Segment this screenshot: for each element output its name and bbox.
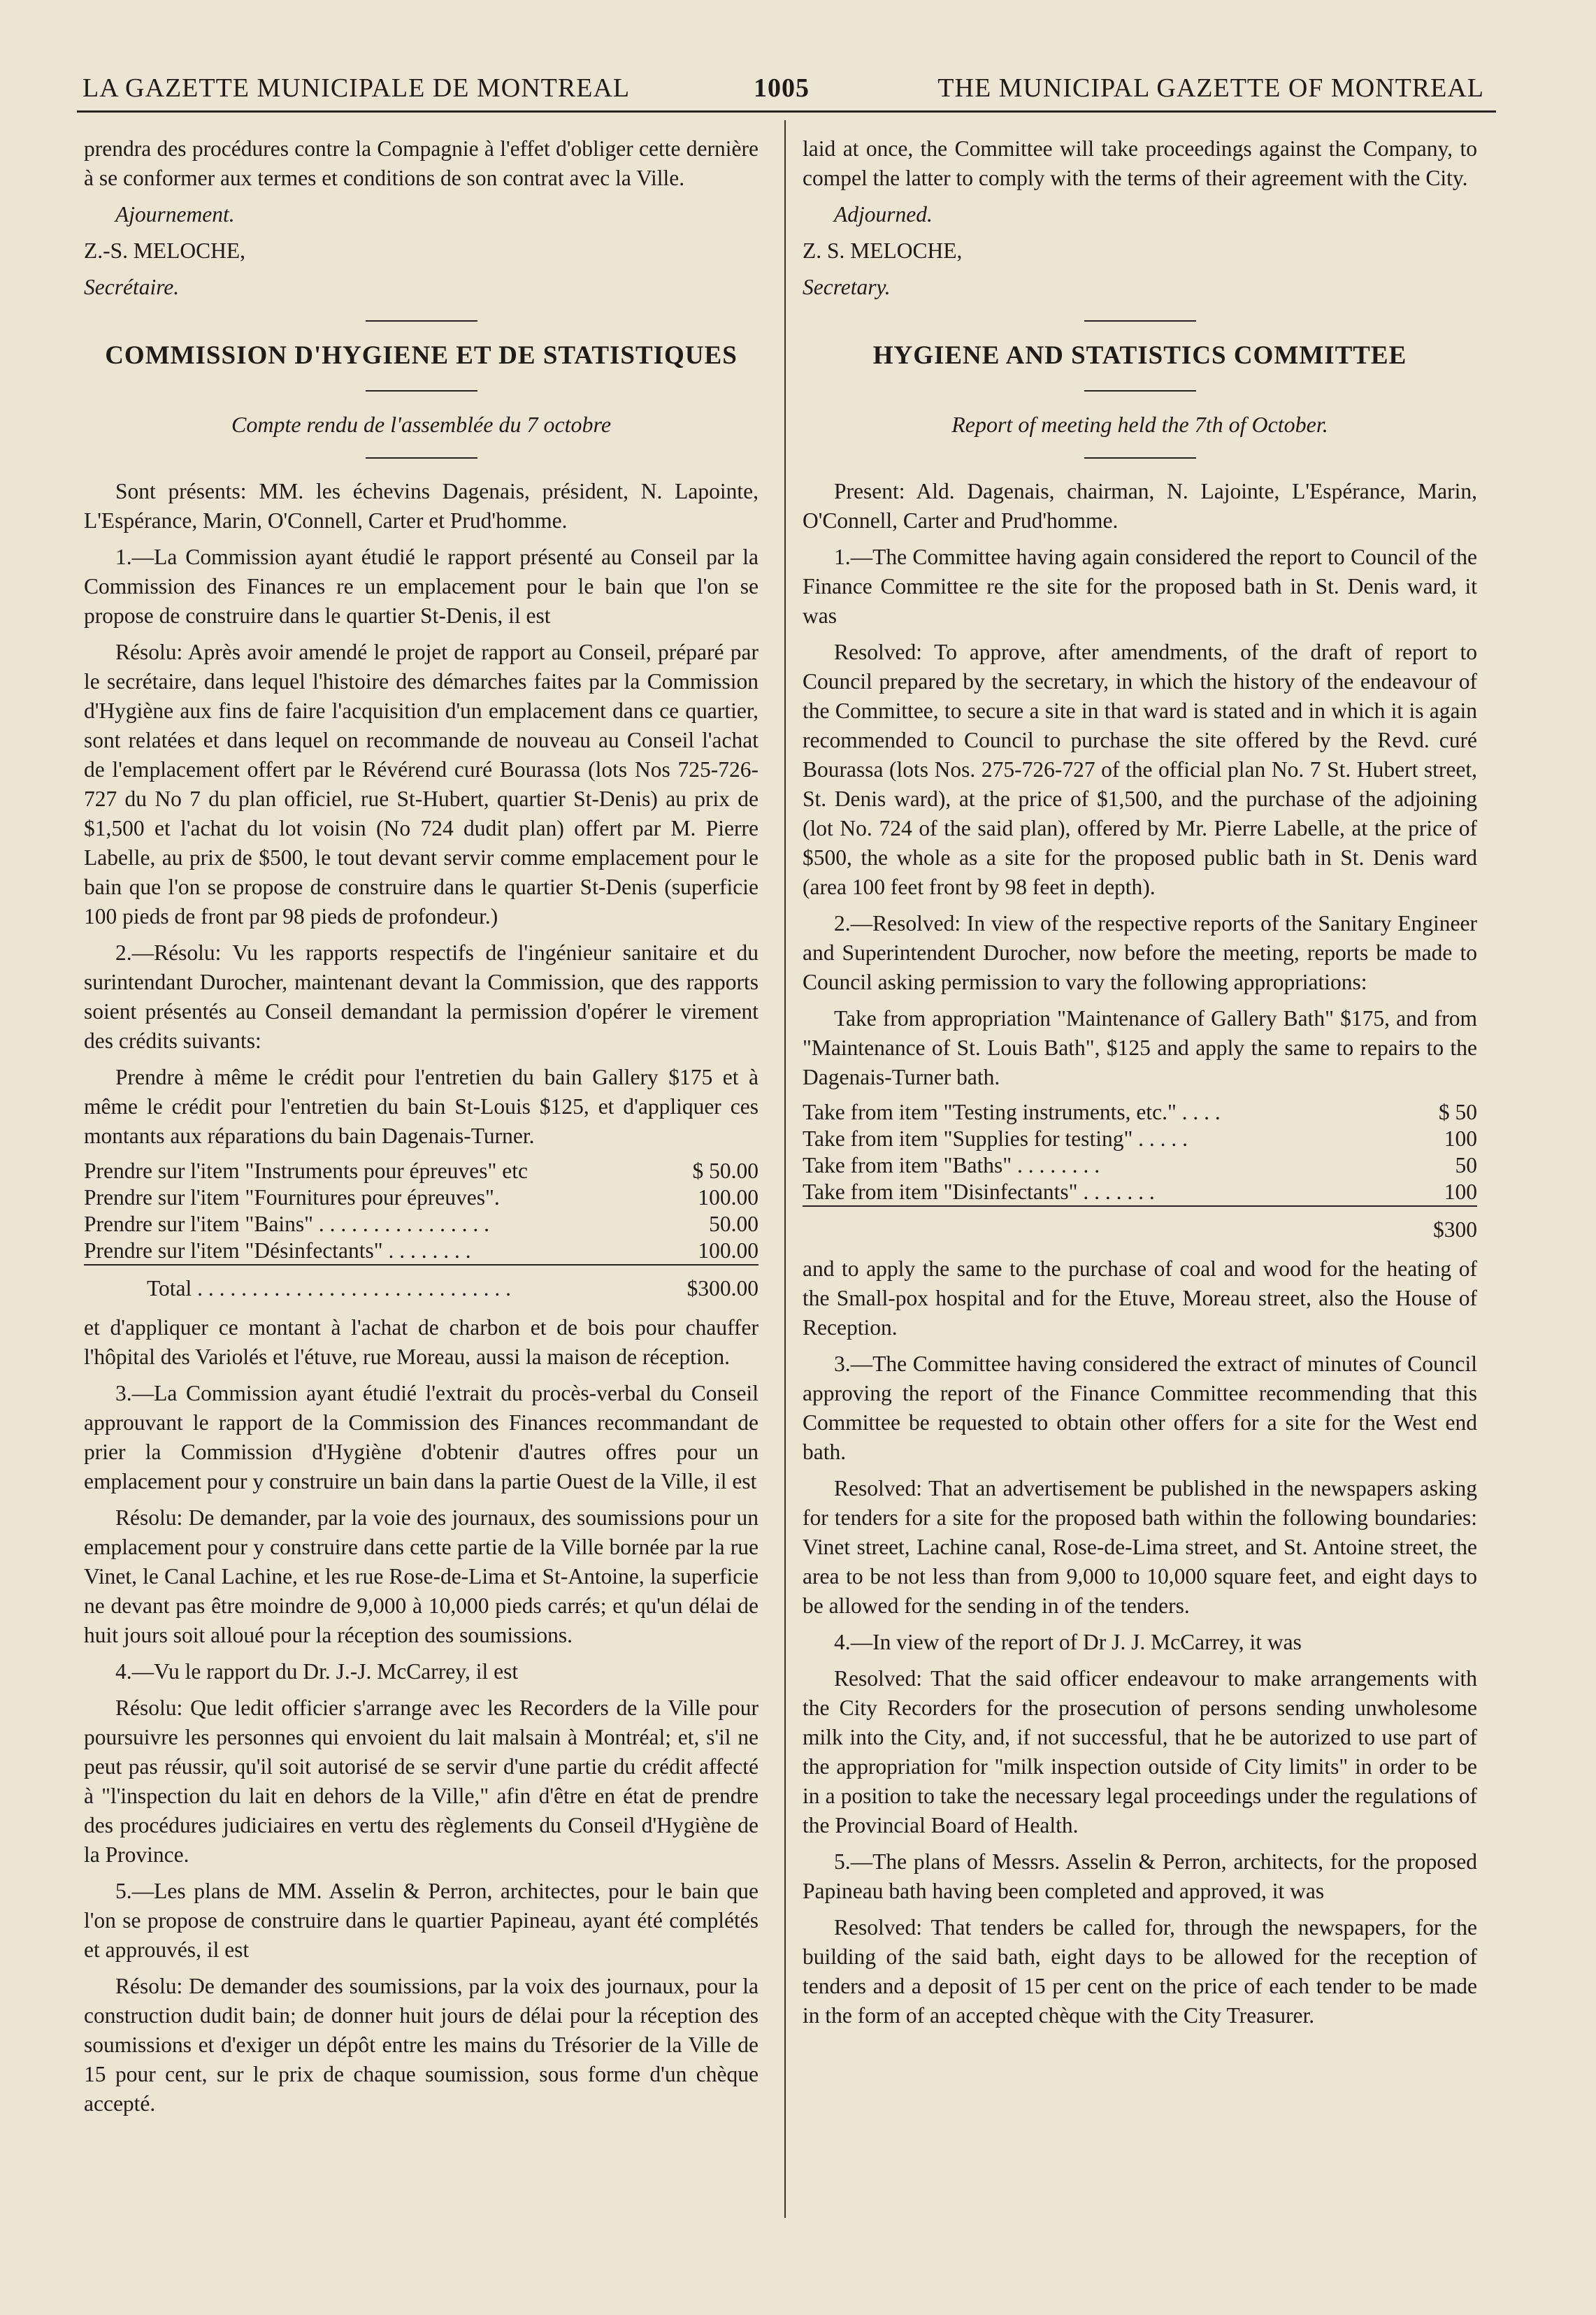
adjournment: Ajournement. bbox=[115, 202, 235, 227]
total-spacer bbox=[803, 1206, 1379, 1243]
table-row bbox=[803, 1126, 1477, 1152]
section-rule bbox=[1084, 320, 1196, 322]
header-rule bbox=[77, 110, 1496, 113]
column-divider bbox=[784, 120, 786, 2218]
item-label: Prendre sur l'item "Fournitures pour épreuves". bbox=[84, 1185, 500, 1210]
paragraph: Résolu: De demander, par la voie des journaux, des soumissions pour un emplacement pour y construire dans cette partie de la Ville bornée par la rue Vinet, le Canal Lachine, et les rue Rose-de-Lima et St-Antoine, la superficie ne devant pas être moindre de 9,000 à 10,000 pieds carrés; et qu'un délai de huit jours soit alloué pour la réception des soumissions. bbox=[84, 1505, 759, 1647]
paragraph: et d'appliquer ce montant à l'achat de charbon et de bois pour chauffer l'hôpital des Variolés et l'étuve, rue Moreau, aussi la maison de réception. bbox=[84, 1315, 759, 1369]
paragraph: 4.—In view of the report of Dr J. J. McCarrey, it was bbox=[834, 1630, 1302, 1654]
page-number: 1005 bbox=[754, 73, 810, 103]
item-label: Prendre sur l'item "Instruments pour épreuves" etc bbox=[84, 1159, 528, 1183]
section-rule bbox=[1084, 457, 1196, 459]
table-row bbox=[84, 1238, 759, 1265]
section-subtitle: Compte rendu de l'assemblée du 7 octobre bbox=[231, 412, 612, 437]
signature-name: Z. S. MELOCHE, bbox=[803, 238, 963, 263]
item-label: Prendre sur l'item "Bains" . . . . . . . . . . . . . . . . bbox=[84, 1212, 489, 1236]
section-rule bbox=[366, 390, 477, 392]
section-rule bbox=[366, 320, 477, 322]
item-label: Take from item "Baths" . . . . . . . . bbox=[803, 1153, 1100, 1177]
section-title: HYGIENE AND STATISTICS COMMITTEE bbox=[872, 341, 1407, 370]
paragraph: Resolved: To approve, after amendments, of the draft of report to Council prepared by the secretary, in which the history of the endeavour of the Committee, to secure a site in that ward is stated and in which it is again recommended to Council to purchase the site offered by the Revd. curé Bourassa (lots Nos. 275-726-727 of the official plan No. 7 St. Hubert street, St. Denis ward), at the price of $1,500, and the purchase of the adjoining (lot No. 724 of the said plan), offered by Mr. Pierre Labelle, at the price of $500, the whole as a site for the proposed public bath in St. Denis ward (area 100 feet front by 98 feet in depth). bbox=[803, 640, 1477, 899]
paragraph: 5.—The plans of Messrs. Asselin & Perron, architects, for the proposed Papineau bath having been completed and approved, it was bbox=[803, 1849, 1477, 1903]
paragraph: 3.—La Commission ayant étudié l'extrait du procès-verbal du Conseil approuvant le rapport de la Commission des Finances recommandant de prier la Commission d'Hygiène d'obtenir d'autres offres pour un emplacement pour y construire un bain dans la partie Ouest de la Ville, il est bbox=[84, 1381, 759, 1493]
paragraph: Take from appropriation "Maintenance of Gallery Bath" $175, and from "Maintenance of St. Louis Bath", $125 and apply the same to repairs to the Dagenais-Turner bath. bbox=[803, 1006, 1477, 1089]
item-amount: $ 50 bbox=[1438, 1100, 1477, 1124]
paragraph: 5.—Les plans de MM. Asselin & Perron, architectes, pour le bain que l'on se propose de construire dans le quartier Papineau, ayant été complétés et approuvés, il est bbox=[84, 1879, 759, 1962]
paragraph: Present: Ald. Dagenais, chairman, N. Lajointe, L'Espérance, Marin, O'Connell, Carter and Prud'homme. bbox=[803, 479, 1477, 533]
paragraph: 4.—Vu le rapport du Dr. J.-J. McCarrey, il est bbox=[115, 1659, 519, 1684]
item-amount: 50 bbox=[1455, 1153, 1477, 1177]
table-row bbox=[84, 1184, 759, 1211]
item-label: Take from item "Testing instruments, etc." . . . . bbox=[803, 1100, 1221, 1124]
header-english-title: THE MUNICIPAL GAZETTE OF MONTREAL bbox=[937, 73, 1484, 103]
signature-name: Z.-S. MELOCHE, bbox=[84, 238, 245, 263]
item-label: Take from item "Disinfectants" . . . . . . . bbox=[803, 1180, 1155, 1204]
section-title: COMMISSION D'HYGIENE ET DE STATISTIQUES bbox=[105, 341, 738, 370]
section-subtitle: Report of meeting held the 7th of October. bbox=[951, 412, 1328, 437]
total-amount: $300.00 bbox=[686, 1276, 759, 1300]
table-row bbox=[84, 1158, 759, 1184]
table-row bbox=[803, 1179, 1477, 1206]
table-row bbox=[803, 1099, 1477, 1126]
section-rule bbox=[1084, 390, 1196, 392]
item-amount: $ 50.00 bbox=[692, 1159, 759, 1183]
paragraph: Résolu: De demander des soumissions, par la voix des journaux, pour la construction dudit bain; de donner huit jours de délai pour la réception des soumissions et d'exiger un dépôt entre les mains du Trésorier de la Ville de 15 pour cent, sur le prix de chaque soumission, sous forme d'un chèque accepté. bbox=[84, 1974, 759, 2116]
item-amount: 100 bbox=[1444, 1126, 1477, 1151]
paragraph: Sont présents: MM. les échevins Dagenais, président, N. Lapointe, L'Espérance, Marin, O'Connell, Carter et Prud'homme. bbox=[84, 479, 759, 533]
appropriation-table bbox=[803, 1099, 1477, 1243]
paragraph: 2.—Résolu: Vu les rapports respectifs de l'ingénieur sanitaire et du surintendant Durocher, maintenant devant la Commission, que des rapports soient présentés au Conseil demandant la permission d'opérer le virement des crédits suivants: bbox=[84, 940, 759, 1053]
item-amount: 100 bbox=[1444, 1180, 1477, 1204]
appropriation-table bbox=[84, 1158, 759, 1302]
total-row bbox=[84, 1265, 759, 1302]
section-rule bbox=[366, 457, 477, 459]
paragraph: Resolved: That the said officer endeavour to make arrangements with the City Recorders for the prosecution of persons sending unwholesome milk into the City, and, if not successful, that he be autorized to use part of the appropriation for "milk inspection outside of City limits" in order to be in a position to take the necessary legal proceedings under the regulations of the Provincial Board of Health. bbox=[803, 1666, 1477, 1837]
signature-title: Secrétaire. bbox=[84, 275, 180, 299]
item-amount: 100.00 bbox=[698, 1238, 759, 1263]
paragraph: Prendre à même le crédit pour l'entretien du bain Gallery $175 et à même le crédit pour l'entretien du bain St-Louis $125, et d'appliquer ces montants aux réparations du bain Dagenais-Turner. bbox=[84, 1065, 759, 1148]
paragraph: 1.—La Commission ayant étudié le rapport présenté au Conseil par la Commission des Finances re un emplacement pour le bain que l'on se propose de construire dans le quartier St-Denis, il est bbox=[84, 545, 759, 628]
english-column bbox=[803, 134, 1477, 2037]
header-french-title: LA GAZETTE MUNICIPALE DE MONTREAL bbox=[82, 73, 631, 103]
total-label: Total . . . . . . . . . . . . . . . . . . . . . . . . . . . . . bbox=[147, 1276, 512, 1300]
item-amount: 50.00 bbox=[709, 1212, 759, 1236]
paragraph: prendra des procédures contre la Compagnie à l'effet d'obliger cette dernière à se conformer aux termes et conditions de son contrat avec la Ville. bbox=[84, 136, 759, 190]
adjournment: Adjourned. bbox=[834, 202, 933, 227]
total-amount: $300 bbox=[1433, 1217, 1477, 1242]
paragraph: Resolved: That tenders be called for, through the newspapers, for the building of the said bath, eight days to be allowed for the reception of tenders and a deposit of 15 per cent on the price of each tender to be made in the form of an accepted chèque with the City Treasurer. bbox=[803, 1915, 1477, 2028]
french-column bbox=[84, 134, 759, 2126]
signature-title: Secretary. bbox=[803, 275, 891, 299]
paragraph: 1.—The Committee having again considered the report to Council of the Finance Committee re the site for the proposed bath in St. Denis ward, it was bbox=[803, 545, 1477, 628]
total-row bbox=[803, 1206, 1477, 1243]
paragraph: Résolu: Après avoir amendé le projet de rapport au Conseil, préparé par le secrétaire, dans lequel l'histoire des démarches faites par la Commission d'Hygiène aux fins de faire l'acquisition d'un emplacement dans ce quartier, sont relatées et dans lequel on recommande de nouveau au Conseil l'achat de l'emplacement offert par le Révérend curé Bourassa (lots Nos 725-726-727 du No 7 du plan officiel, rue St-Hubert, quartier St-Denis) au prix de $1,500 et l'achat du lot voisin (No 724 dudit plan) offert par M. Pierre Labelle, au prix de $500, le tout devant servir comme emplacement pour le bain que l'on se propose de construire dans le quartier St-Denis (superficie 100 pieds de front par 98 pieds de profondeur.) bbox=[84, 640, 759, 929]
paragraph: and to apply the same to the purchase of coal and wood for the heating of the Small-pox hospital and for the Etuve, Moreau street, also the House of Reception. bbox=[803, 1256, 1477, 1340]
page-header bbox=[82, 67, 1484, 109]
item-label: Prendre sur l'item "Désinfectants" . . . . . . . . bbox=[84, 1238, 471, 1263]
table-row bbox=[84, 1211, 759, 1238]
item-label: Take from item "Supplies for testing" . . . . . bbox=[803, 1126, 1188, 1151]
paragraph: 3.—The Committee having considered the extract of minutes of Council approving the report of the Finance Committee recommending that this Committee be requested to obtain other offers for a site for the West end bath. bbox=[803, 1352, 1477, 1464]
table-row bbox=[803, 1152, 1477, 1179]
paragraph: laid at once, the Committee will take proceedings against the Company, to compel the latter to comply with the terms of their agreement with the City. bbox=[803, 136, 1477, 190]
item-amount: 100.00 bbox=[698, 1185, 759, 1210]
paragraph: 2.—Resolved: In view of the respective reports of the Sanitary Engineer and Superintendent Durocher, now before the meeting, reports be made to Council asking permission to vary the following appropriations: bbox=[803, 911, 1477, 994]
paragraph: Résolu: Que ledit officier s'arrange avec les Recorders de la Ville pour poursuivre les personnes qui envoient du lait malsain à Montréal; et, s'il ne peut pas réussir, qu'il soit autorisé de se servir d'une partie du crédit affecté à "l'inspection du lait en dehors de la Ville," afin d'être en état de prendre des procédures judiciaires en vertu des règlements du Conseil d'Hygiène de la Province. bbox=[84, 1696, 759, 1867]
paragraph: Resolved: That an advertisement be published in the newspapers asking for tenders for a site for the proposed bath within the following boundaries: Vinet street, Lachine canal, Rose-de-Lima street, and St. Antoine street, the area to be not less than from 9,000 to 10,000 square feet, and eight days to be allowed for the sending in of the tenders. bbox=[803, 1476, 1477, 1618]
